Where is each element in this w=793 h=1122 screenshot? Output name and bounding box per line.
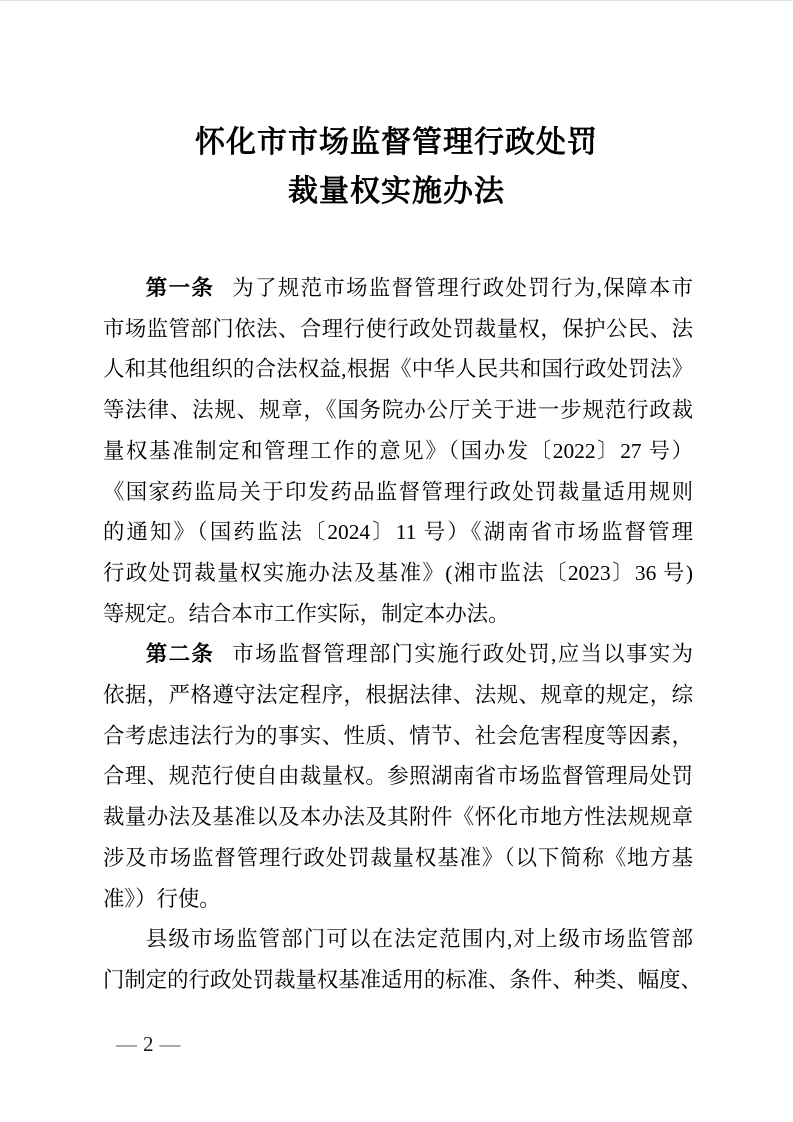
page-footer: [110, 1031, 187, 1057]
text-line: 准》）行使。: [103, 886, 221, 911]
text-line: 裁量办法及基准以及本办法及其附件《怀化市地方性法规规章: [103, 805, 693, 830]
text-line: 县级市场监管部门可以在法定范围内,对上级市场监管部: [145, 927, 693, 952]
article-number: 第一条: [145, 276, 215, 300]
page-number: 2: [143, 1032, 154, 1056]
footer-dash-right: —: [159, 1032, 181, 1056]
document-title: [0, 1, 793, 216]
text-line-content: 为了规范市场监督管理行政处罚行为,保障本市: [232, 276, 693, 300]
text-line: 门制定的行政处罚裁量权基准适用的标准、条件、种类、幅度、: [103, 967, 702, 992]
text-line: 市场监管部门依法、合理行使行政处罚裁量权，保护公民、法: [103, 316, 693, 341]
text-line: 合考虑违法行为的事实、性质、情节、社会危害程度等因素，: [103, 723, 693, 748]
text-line: 等法律、法规、规章，《国务院办公厅关于进一步规范行政裁: [103, 398, 693, 423]
text-line: [103, 268, 693, 309]
footer-dash-left: —: [116, 1032, 137, 1056]
article-number: 第二条: [145, 642, 215, 667]
text-line: 《国家药监局关于印发药品监督管理行政处罚裁量适用规则: [103, 479, 693, 504]
text-line: 涉及市场监督管理行政处罚裁量权基准》（以下简称《地方基: [103, 845, 693, 870]
text-line: [103, 634, 693, 675]
text-line: 的通知》（国药监法〔2024〕11 号）《湖南省市场监督管理: [103, 520, 693, 545]
text-line: 等规定。结合本市工作实际，制定本办法。: [103, 601, 510, 626]
text-line: 合理、规范行使自由裁量权。参照湖南省市场监督管理局处罚: [103, 764, 693, 789]
document-title-line-2: 裁量权实施办法: [288, 175, 505, 208]
text-line: 依据，严格遵守法定程序，根据法律、法规、规章的规定，综: [103, 683, 693, 708]
text-line: 量权基准制定和管理工作的意见》（国办发〔2022〕27 号）: [103, 438, 693, 463]
text-line-content: 市场监督管理部门实施行政处罚,应当以事实为: [232, 642, 693, 667]
text-line: 行政处罚裁量权实施办法及基准》(湘市监法〔2023〕36 号): [103, 560, 693, 585]
document-title-line-1: 怀化市市场监督管理行政处罚: [195, 126, 598, 159]
text-line: 人和其他组织的合法权益,根据《中华人民共和国行政处罚法》: [103, 357, 693, 382]
document-body: [103, 268, 702, 1001]
